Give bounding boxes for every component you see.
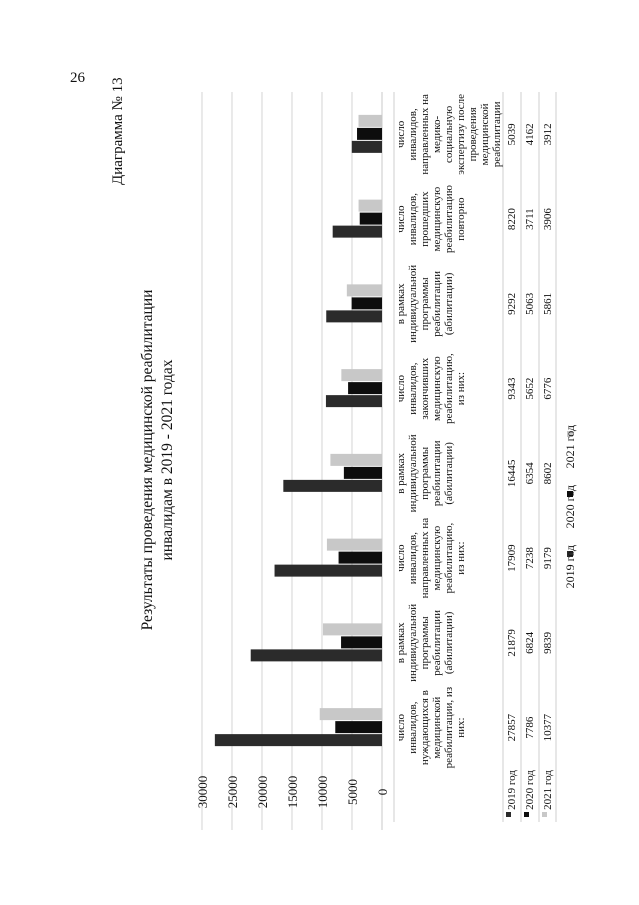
category-label: инвалидов, <box>407 701 419 754</box>
category-label: инвалидов, <box>407 108 419 161</box>
category-label: медицинской <box>431 696 443 759</box>
value-label: 21879 <box>506 629 518 657</box>
legend <box>563 425 577 588</box>
category-label: них: <box>455 717 467 738</box>
category-label: из них: <box>455 371 467 406</box>
data-table <box>394 92 556 822</box>
value-label: 4162 <box>524 123 536 146</box>
bar-2019-год <box>215 734 382 746</box>
value-label: 6776 <box>542 377 554 400</box>
value-label: 5652 <box>524 377 536 400</box>
category-label: направленных на <box>419 517 431 599</box>
chart-title-line: Результаты проведения медицинской реабилитации <box>139 289 156 631</box>
category-label: социальную <box>443 105 455 163</box>
category-label: инвалидов, <box>407 532 419 585</box>
row-header: 2021 год <box>542 770 554 810</box>
category-label: индивидуальной <box>407 603 419 682</box>
row-swatch <box>506 812 511 817</box>
value-label: 10377 <box>542 713 554 742</box>
category-label: реабилитацию, <box>443 522 455 594</box>
category-label: в рамках <box>395 622 407 664</box>
value-label: 9839 <box>542 631 554 654</box>
category-label: (абилитации) <box>443 611 455 675</box>
bar-2020-год <box>339 552 382 564</box>
y-tick-label: 5000 <box>345 779 360 805</box>
bars <box>215 115 382 746</box>
value-label: 9343 <box>506 377 518 400</box>
y-tick-label: 15000 <box>285 775 300 809</box>
category-label: из них: <box>455 541 467 575</box>
category-label: нуждающихся в <box>419 690 431 766</box>
bar-2019-год <box>275 565 382 577</box>
value-label: 27857 <box>506 713 518 742</box>
value-label: 3912 <box>542 123 554 146</box>
category-label: (абилитации) <box>443 442 455 505</box>
category-label: число <box>395 120 407 149</box>
y-tick-label: 30000 <box>195 775 210 809</box>
category-label: реабилитации, из <box>443 686 455 769</box>
value-label: 9179 <box>542 547 554 570</box>
category-label: реабилитации <box>431 610 443 676</box>
bar-2020-год <box>335 721 382 733</box>
y-tick-label: 20000 <box>255 775 270 809</box>
category-label: инвалидов, <box>407 193 419 246</box>
bar-2021-год <box>359 115 382 127</box>
category-label: число <box>395 544 407 572</box>
row-header: 2020 год <box>524 770 536 810</box>
value-label: 6824 <box>524 631 536 654</box>
category-label: программы <box>419 277 431 331</box>
bar-2019-год <box>333 226 382 238</box>
category-label: программы <box>419 446 431 500</box>
category-label: проведения <box>467 107 479 162</box>
value-label: 7786 <box>524 716 536 739</box>
category-label: медицинскую <box>431 186 443 252</box>
bar-2020-год <box>357 128 382 140</box>
category-label: индивидуальной <box>407 264 419 343</box>
chart-title <box>139 290 176 631</box>
page-number: 26 <box>70 70 85 86</box>
value-label: 17909 <box>506 544 518 572</box>
category-label: прошедших <box>419 191 431 247</box>
bar-2020-год <box>352 297 382 309</box>
value-label: 3711 <box>524 208 536 230</box>
legend-entry: 2021 год <box>563 425 577 469</box>
value-label: 5039 <box>506 123 518 146</box>
bar-2020-год <box>348 382 382 394</box>
value-label: 16445 <box>506 459 518 488</box>
category-label: экспертизу после <box>455 93 467 175</box>
bar-2019-год <box>352 141 382 153</box>
category-label: индивидуальной <box>407 434 419 513</box>
category-label: реабилитации <box>431 271 443 337</box>
category-label: закончивших <box>419 357 431 420</box>
category-label: инвалидов, <box>407 362 419 415</box>
bar-2021-год <box>320 708 382 720</box>
category-label: медицинской <box>479 103 491 166</box>
value-label: 8602 <box>542 462 554 485</box>
bar-2019-год <box>326 395 382 407</box>
category-label: медико- <box>431 115 443 153</box>
row-header: 2019 год <box>506 770 518 810</box>
value-label: 3906 <box>542 208 554 231</box>
value-label: 8220 <box>506 208 518 231</box>
category-label: программы <box>419 616 431 670</box>
bar-2021-год <box>327 539 382 551</box>
category-label: число <box>395 374 407 403</box>
category-label: в рамках <box>395 452 407 494</box>
y-tick-label: 25000 <box>225 775 240 809</box>
category-label: число <box>395 205 407 233</box>
bar-2021-год <box>341 369 382 381</box>
category-label: медицинскую <box>431 525 443 591</box>
bar-2020-год <box>341 636 382 648</box>
category-label: реабилитации <box>491 101 503 168</box>
bar-2021-год <box>359 200 382 212</box>
bar-2021-год <box>330 454 382 466</box>
category-label: реабилитацию, <box>443 353 455 425</box>
bar-2021-год <box>347 284 382 296</box>
bar-2020-год <box>360 213 382 225</box>
chart-title-line: инвалидам в 2019 - 2021 годах <box>159 359 176 561</box>
category-label: медицинскую <box>431 356 443 421</box>
category-label: в рамках <box>395 283 407 325</box>
bar-2021-год <box>323 623 382 635</box>
value-label: 7238 <box>524 547 536 570</box>
legend-entry: 2019 год <box>563 545 577 589</box>
bar-2019-год <box>251 649 382 661</box>
bar-2019-год <box>326 310 382 322</box>
category-label: (абилитации) <box>443 272 455 336</box>
legend-entry: 2020 год <box>563 485 577 529</box>
value-label: 6354 <box>524 462 536 485</box>
value-label: 5861 <box>542 292 554 315</box>
category-label: число <box>395 713 407 742</box>
category-label: реабилитации <box>431 440 443 507</box>
category-label: направленных на <box>419 94 431 175</box>
y-tick-label: 10000 <box>315 775 330 809</box>
y-tick-label: 0 <box>375 788 390 796</box>
bar-2019-год <box>283 480 382 492</box>
value-label: 5063 <box>524 292 536 315</box>
row-swatch <box>542 812 547 817</box>
figure-label: Диаграмма № 13 <box>110 77 126 185</box>
bar-2020-год <box>344 467 382 479</box>
row-swatch <box>524 812 529 817</box>
value-label: 9292 <box>506 292 518 315</box>
category-label: реабилитацию <box>443 185 455 254</box>
y-axis-ticks <box>195 776 390 809</box>
category-label: повторно <box>455 197 467 241</box>
